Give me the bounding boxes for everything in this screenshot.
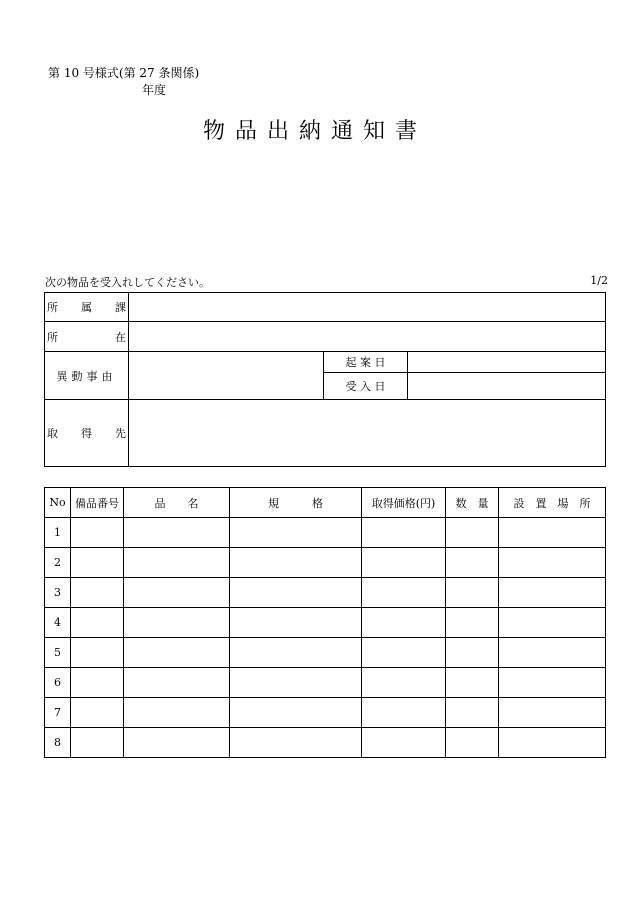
location-label: 所 在: [45, 322, 129, 352]
reason-label: 異動事由: [45, 352, 129, 400]
draft-date-label: 起 案 日: [324, 352, 408, 373]
specification-cell[interactable]: [230, 548, 362, 578]
page-number: 1/2: [590, 274, 608, 287]
specification-cell[interactable]: [230, 578, 362, 608]
installation-location-cell[interactable]: [499, 518, 606, 548]
row-number: 5: [45, 638, 71, 668]
item-name-cell[interactable]: [124, 518, 230, 548]
table-row: [45, 638, 606, 668]
acquired-from-label: 取 得 先: [45, 400, 129, 467]
location-field[interactable]: [129, 322, 606, 352]
acquisition-price-cell[interactable]: [362, 698, 446, 728]
equipment-number-cell[interactable]: [71, 518, 124, 548]
table-row: [45, 698, 606, 728]
table-row: [45, 578, 606, 608]
draft-date-field[interactable]: [408, 352, 606, 373]
quantity-cell[interactable]: [446, 608, 499, 638]
quantity-cell[interactable]: [446, 668, 499, 698]
intro-text: 次の物品を受入れしてください。: [45, 276, 210, 289]
quantity-cell[interactable]: [446, 548, 499, 578]
document-title: 物品出納通知書: [202, 119, 427, 144]
items-table: [44, 487, 606, 758]
form-number: 第 10 号様式(第 27 条関係): [48, 66, 200, 80]
installation-location-cell[interactable]: [499, 548, 606, 578]
specification-cell[interactable]: [230, 668, 362, 698]
col-equipment-number: 備品番号: [71, 488, 124, 518]
acquisition-price-cell[interactable]: [362, 578, 446, 608]
item-name-cell[interactable]: [124, 668, 230, 698]
table-row: [45, 668, 606, 698]
table-row: [45, 728, 606, 758]
table-row: [45, 518, 606, 548]
fiscal-year-label: 年度: [142, 83, 167, 97]
col-installation-location: 設 置 場 所: [499, 488, 606, 518]
department-label: 所 属 課: [45, 293, 129, 322]
item-name-cell[interactable]: [124, 578, 230, 608]
acquisition-price-cell[interactable]: [362, 668, 446, 698]
row-number: 8: [45, 728, 71, 758]
item-name-cell[interactable]: [124, 608, 230, 638]
row-number: 4: [45, 608, 71, 638]
acquisition-price-cell[interactable]: [362, 638, 446, 668]
col-quantity: 数 量: [446, 488, 499, 518]
installation-location-cell[interactable]: [499, 668, 606, 698]
specification-cell[interactable]: [230, 728, 362, 758]
quantity-cell[interactable]: [446, 518, 499, 548]
item-name-cell[interactable]: [124, 698, 230, 728]
col-specification: 規 格: [230, 488, 362, 518]
quantity-cell[interactable]: [446, 728, 499, 758]
specification-cell[interactable]: [230, 698, 362, 728]
specification-cell[interactable]: [230, 638, 362, 668]
equipment-number-cell[interactable]: [71, 698, 124, 728]
row-number: 1: [45, 518, 71, 548]
quantity-cell[interactable]: [446, 578, 499, 608]
table-row: [45, 608, 606, 638]
installation-location-cell[interactable]: [499, 728, 606, 758]
equipment-number-cell[interactable]: [71, 638, 124, 668]
table-row: [45, 548, 606, 578]
specification-cell[interactable]: [230, 608, 362, 638]
acquisition-price-cell[interactable]: [362, 548, 446, 578]
row-number: 2: [45, 548, 71, 578]
acquisition-price-cell[interactable]: [362, 728, 446, 758]
reason-field[interactable]: [129, 352, 324, 400]
quantity-cell[interactable]: [446, 698, 499, 728]
quantity-cell[interactable]: [446, 638, 499, 668]
department-field[interactable]: [129, 293, 606, 322]
equipment-number-cell[interactable]: [71, 608, 124, 638]
acquisition-price-cell[interactable]: [362, 608, 446, 638]
receipt-date-label: 受 入 日: [324, 373, 408, 400]
specification-cell[interactable]: [230, 518, 362, 548]
acquisition-price-cell[interactable]: [362, 518, 446, 548]
installation-location-cell[interactable]: [499, 698, 606, 728]
row-number: 3: [45, 578, 71, 608]
receipt-date-field[interactable]: [408, 373, 606, 400]
col-no: No: [45, 488, 71, 518]
items-header-row: [45, 488, 606, 518]
item-name-cell[interactable]: [124, 728, 230, 758]
item-name-cell[interactable]: [124, 638, 230, 668]
acquired-from-field[interactable]: [129, 400, 606, 467]
installation-location-cell[interactable]: [499, 638, 606, 668]
equipment-number-cell[interactable]: [71, 548, 124, 578]
row-number: 7: [45, 698, 71, 728]
installation-location-cell[interactable]: [499, 608, 606, 638]
row-number: 6: [45, 668, 71, 698]
item-name-cell[interactable]: [124, 548, 230, 578]
equipment-number-cell[interactable]: [71, 728, 124, 758]
info-table: [44, 292, 606, 467]
col-acquisition-price: 取得価格(円): [362, 488, 446, 518]
installation-location-cell[interactable]: [499, 578, 606, 608]
equipment-number-cell[interactable]: [71, 668, 124, 698]
col-item-name: 品 名: [124, 488, 230, 518]
equipment-number-cell[interactable]: [71, 578, 124, 608]
